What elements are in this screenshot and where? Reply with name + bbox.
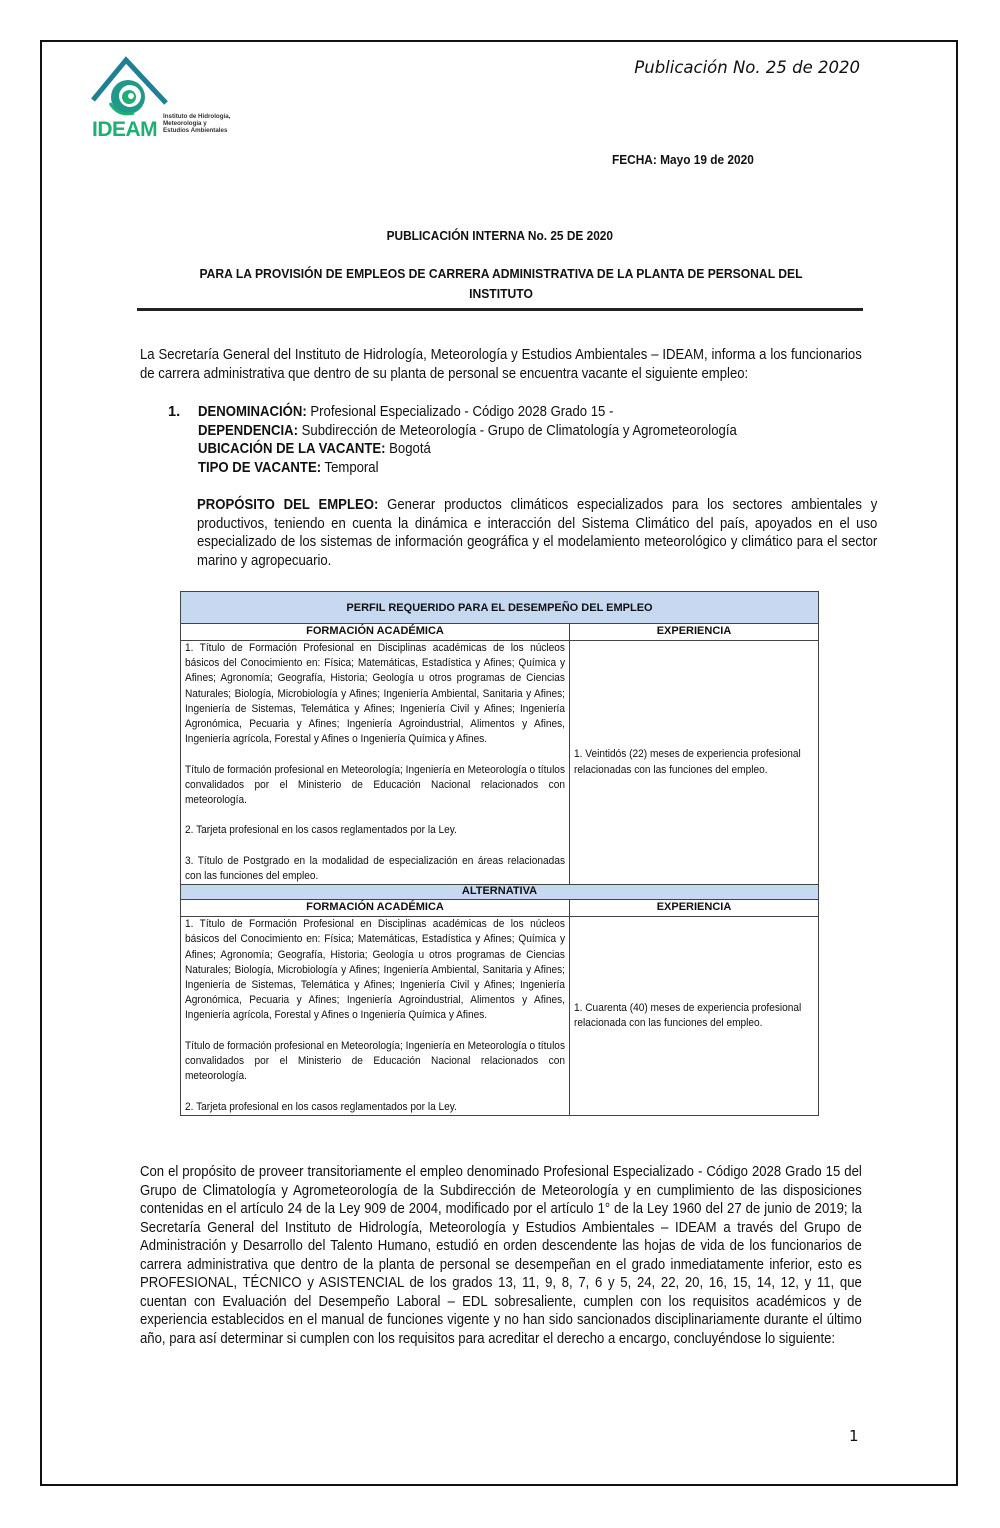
formacion-cell: 1. Título de Formación Profesional en Disciplinas académicas de los núcleos básicos del Conocimiento en: Física; Matemáticas, Estadística y Afines; Química y Afines; Agronomía; Geografía, Historia; Geología u otros programas de Ciencias Naturales; Biología, Microbiología y Afines; Ingeniería Ambiental, Sanitaria y Afines; Ingeniería de Sistemas, Telemática y Afines; Ingeniería Civil y Afines; Ingeniería Agronómica, Pecuaria y Afines; Ingeniería Agroindustrial, Alimentos y Afines, Ingeniería agrícola, Forestal y Afines o Ingeniería Química y Afines. Título de formación profesional en Meteorología; Ingeniería en Meteorología o títulos convalidados por el Ministerio de Educación Nacional relacionados con meteorología. 2. Tarjeta profesional en los casos reglamentados por la Ley. 3. Título de Postgrado en la modalidad de especialización en áreas relacionadas con las funciones del empleo. [181,641,570,885]
logo-subtitle: Instituto de Hidrología, Meteorología y Estudios Ambientales [163,113,231,134]
document-title: PUBLICACIÓN INTERNA No. 25 DE 2020 [386,228,614,243]
page-number: 1 [849,1427,859,1445]
perfil-table-title: PERFIL REQUERIDO PARA EL DESEMPEÑO DEL EMPLEO [181,592,819,624]
logo-name: IDEAM [92,118,158,141]
experiencia-cell-alt: 1. Cuarenta (40) meses de experiencia profesional relacionada con las funciones del empleo. [570,917,819,1116]
tipo-line: TIPO DE VACANTE: Temporal [198,459,379,476]
experiencia-cell: 1. Veintidós (22) meses de experiencia profesional relacionadas con las funciones del empleo. [570,641,819,885]
dependencia-line: DEPENDENCIA: Subdirección de Meteorología - Grupo de Climatología y Agrometeorología [198,422,737,439]
document-subtitle: PARA LA PROVISIÓN DE EMPLEOS DE CARRERA ADMINISTRATIVA DE LA PLANTA DE PERSONAL DEL INSTITUTO [199,266,803,301]
table-row [181,641,819,885]
purpose-paragraph: PROPÓSITO DEL EMPLEO: Generar productos climáticos especializados para los sectores ambientales y productivos, teniendo en cuenta la dinámica e interacción del Sistema Climático del país, apoyados en el uso especializado de los sistemas de información geográfica y el modelamiento meteorológico y climático para el sector marino y agropecuario. [197,497,878,569]
alternativa-label: ALTERNATIVA [181,885,819,900]
formacion-cell-alt: 1. Título de Formación Profesional en Disciplinas académicas de los núcleos básicos del Conocimiento en: Física; Matemáticas, Estadística y Afines; Química y Afines; Agronomía; Geografía, Historia; Geología u otros programas de Ciencias Naturales; Biología, Microbiología y Afines; Ingeniería Ambiental, Sanitaria y Afines; Ingeniería de Sistemas, Telemática y Afines; Ingeniería Civil y Afines; Ingeniería Agronómica, Pecuaria y Afines; Ingeniería Agroindustrial, Alimentos y Afines, Ingeniería agrícola, Forestal y Afines o Ingeniería Química y Afines. Título de formación profesional en Meteorología; Ingeniería en Meteorología o títulos convalidados por el Ministerio de Educación Nacional relacionados con meteorología. 2. Tarjeta profesional en los casos reglamentados por la Ley. [181,917,570,1116]
denominacion-line: DENOMINACIÓN: Profesional Especializado - Código 2028 Grado 15 - [198,404,614,420]
col-formacion-alt: FORMACIÓN ACADÉMICA [181,900,570,917]
perfil-table [180,591,819,1116]
col-experiencia: EXPERIENCIA [570,624,819,641]
item-number: 1. [168,404,181,420]
table-row [181,917,819,1116]
closing-paragraph: Con el propósito de proveer transitoriamente el empleo denominado Profesional Especializado - Código 2028 Grado 15 del Grupo de Climatología y Agrometeorología de la Subdirección de Meteorología y en cumplimiento de las disposiciones contenidas en el artículo 24 de la Ley 909 de 2004, modificado por el artículo 1° de la Ley 1960 del 27 de junio de 2019; la Secretaría General del Instituto de Hidrología, Meteorología y Estudios Ambientales – IDEAM a través del Grupo de Administración y Desarrollo del Talento Humano, estudió en orden descendente las hojas de vida de los funcionarios de carrera administrativa que dentro de la planta de personal se desempeñan en el grado inmediatamente inferior, esto es PROFESIONAL, TÉCNICO y ASISTENCIAL de los grados 13, 11, 9, 8, 7, 6 y 5, 24, 22, 20, 16, 15, 14, 12, y 11, que cuentan con Evaluación del Desempeño Laboral – EDL sobresaliente, cumplen con los requisitos académicos y de experiencia establecidos en el manual de funciones vigente y no han sido sancionados disciplinariamente durante el último año, para así determinar si cumplen con los requisitos para acreditar el derecho a encargo, concluyéndose lo siguiente: [140,1164,862,1347]
ubicacion-line: UBICACIÓN DE LA VACANTE: Bogotá [198,441,431,457]
col-formacion: FORMACIÓN ACADÉMICA [181,624,570,641]
intro-paragraph: La Secretaría General del Instituto de Hidrología, Meteorología y Estudios Ambientales – IDEAM, informa a los funcionarios de carrera administrativa que dentro de su planta de personal se encuentra vacante el siguiente empleo: [140,347,862,382]
publication-number: Publicación No. 25 de 2020 [634,58,860,77]
document-date: FECHA: Mayo 19 de 2020 [612,152,754,167]
col-experiencia-alt: EXPERIENCIA [570,900,819,917]
title-divider [137,308,863,311]
